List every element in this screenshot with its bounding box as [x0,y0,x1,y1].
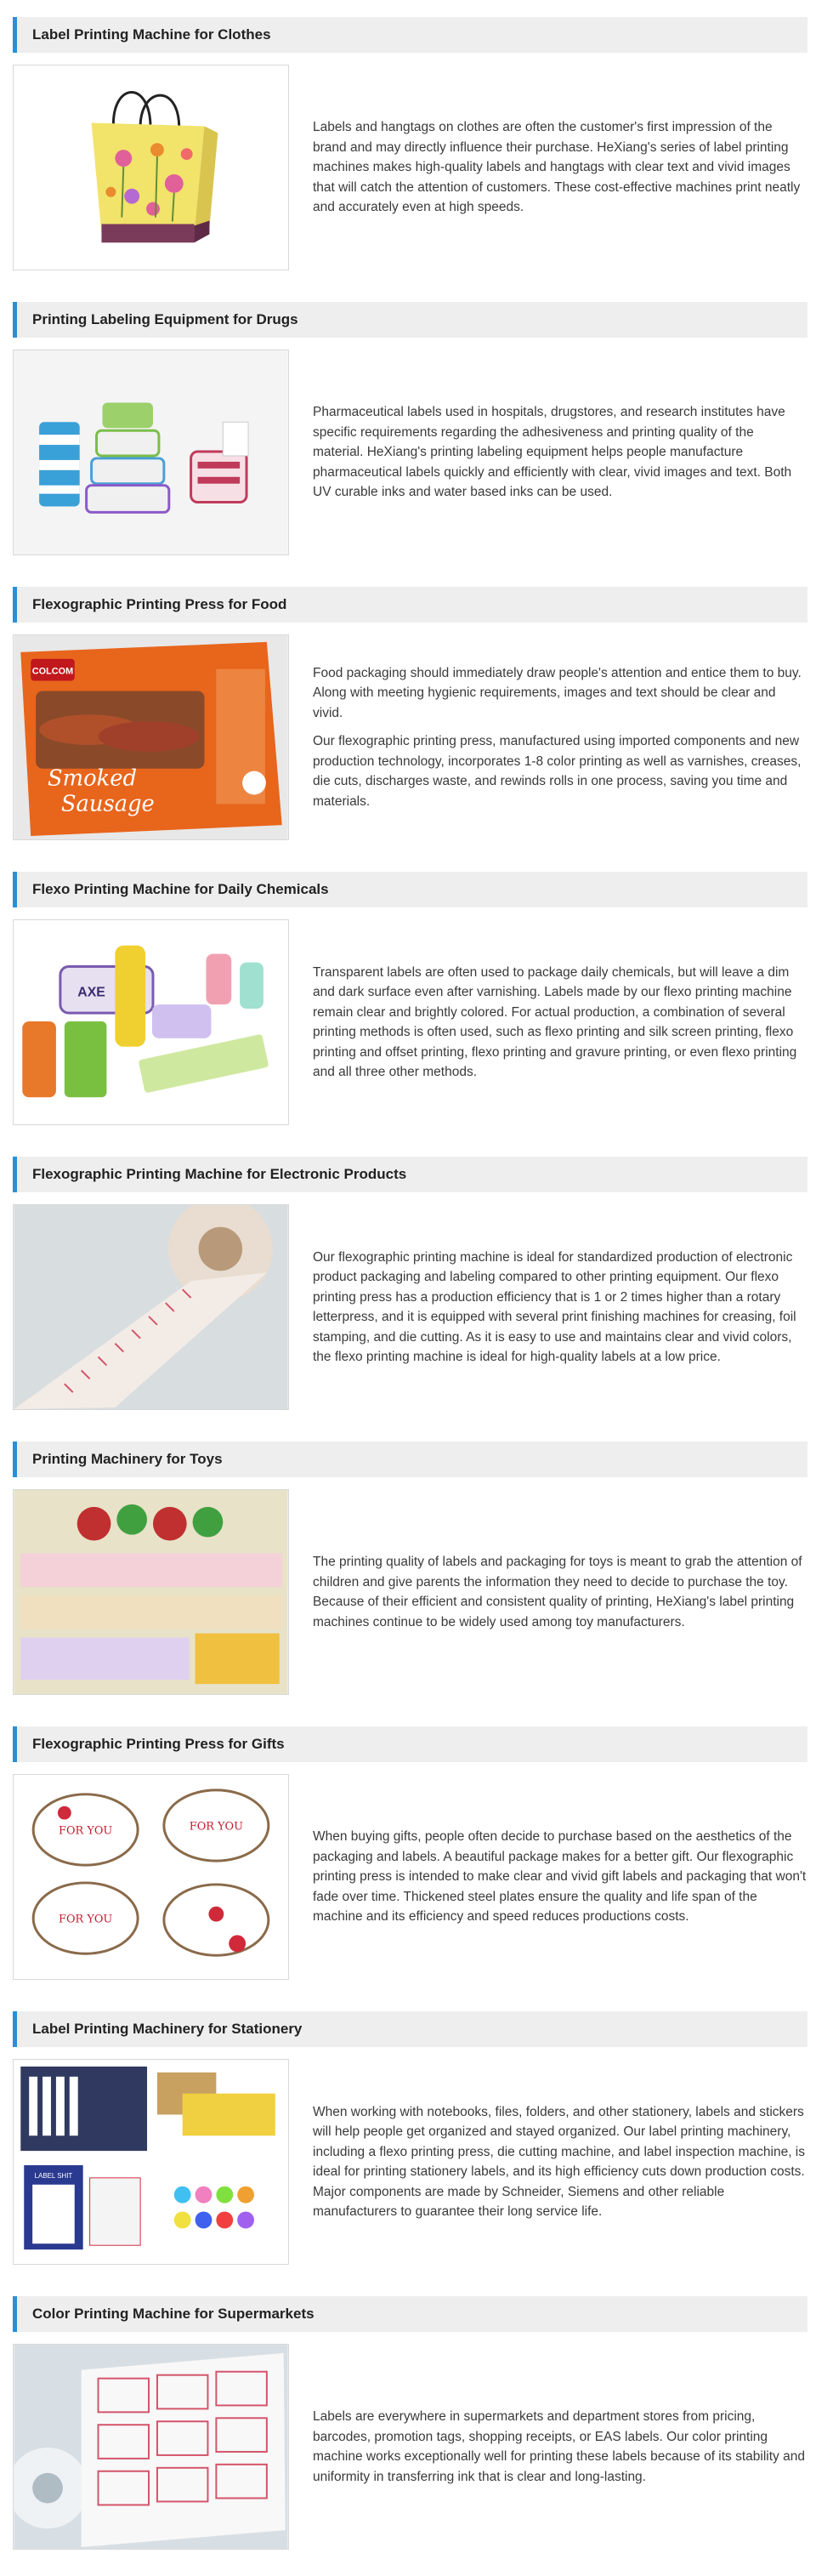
section-title: Label Printing Machine for Clothes [32,26,271,43]
product-name-line2: Sausage [60,791,155,817]
product-section-clothes [13,12,808,297]
product-section-daily-chemicals [13,867,808,1152]
package-brand: AXE [77,985,105,1000]
section-title: Printing Machinery for Toys [32,1451,223,1467]
stationery-labels-icon [13,2059,289,2265]
product-section-electronic-products [13,1152,808,1436]
section-header [13,1442,808,1477]
section-title: Flexographic Printing Press for Gifts [32,1736,285,1752]
section-description [313,1204,808,1410]
label-rolls-icon [13,350,289,555]
product-section-supermarkets [13,2291,808,2576]
shopping-bag-icon [13,65,289,270]
description-paragraph: Labels and hangtags on clothes are often the customer's first impression of the brand and may directly influence their purchase. HeXiang's series of label printing machines makes high-quality labels and hangtags with clear text and vivid images that will catch the attention of customers. These cost-effective machines print neatly and accurately even at high speeds. [313,120,801,215]
gift-tag-text: FOR YOU [59,1824,113,1838]
label-film-roll-icon [13,1204,289,1410]
section-description [313,2344,808,2550]
section-header [13,872,808,907]
product-section-stationery [13,2006,808,2291]
product-name-line1: Smoked [48,765,137,792]
label-pack-title: LABEL SHIT [34,2171,73,2180]
product-section-gifts [13,1721,808,2006]
description-paragraph: Pharmaceutical labels used in hospitals, drugstores, and research institutes have specific requirements regarding the adhesiveness and printing quality of the material. HeXiang's printing labeling equipment helps people manufacture pharmaceutical labels quickly and efficiently with clear, vivid images and text. Both UV curable inks and water based inks can be used. [313,405,792,500]
section-title: Flexo Printing Machine for Daily Chemicals [32,881,329,897]
section-description [313,919,808,1125]
description-paragraph: Our flexographic printing machine is ideal for standardized production of electronic product packaging and labeling compared to other printing equipment. Our flexo printing press has a production efficiency that is 1 or 2 times higher than a rotary letterpress, and it is equipped with several print finishing machines for creasing, foil stamping, and die cutting. As it is easy to use and maintains clear and vivid colors, the flexo printing machine is ideal for high-quality labels at a low price. [313,1249,796,1364]
section-title: Printing Labeling Equipment for Drugs [32,311,298,327]
gift-tags-icon [13,1774,289,1980]
section-header [13,1726,808,1762]
section-header [13,2011,808,2047]
description-paragraph: Food packaging should immediately draw people's attention and entice them to buy. Along with meeting hygienic requirements, images and text should be clear and vivid. [313,665,802,720]
section-title: Label Printing Machinery for Stationery [32,2021,303,2037]
description-paragraph: When working with notebooks, files, folders, and other stationery, labels and stickers will help people get organized and stayed organized. Our label printing machinery, including a flexo printing press, die cutting machine, and label inspection machine, is ideal for printing stationery labels, and its high efficiency cuts down production costs. Major components are made by Schneider, Siemens and other reliable manufacturers to guarantee their long service life. [313,2104,806,2219]
description-paragraph: Labels are everywhere in supermarkets and department stores from pricing, barcodes, promotion tags, shopping receipts, or EAS labels. Our color printing machine works exceptionally well for printing these labels because of its stability and uniformity in transferring ink that is clear and long-lasting. [313,2409,805,2484]
description-paragraph: Transparent labels are often used to package daily chemicals, but will leave a dim and dark surface even after varnishing. Labels made by our flexo printing machine remain clear and brightly colored. For actual production, a combination of several printing methods is often used, such as flexo printing and silk screen printing, flexo printing and offset printing, flexo printing and gravure printing, or even flexo printing and all three other methods. [313,964,797,1079]
toy-stickers-icon [13,1489,289,1695]
section-description [313,1774,808,1980]
sausage-package-icon [13,634,289,840]
section-description [313,2059,808,2265]
product-section-food [13,582,808,867]
product-section-toys [13,1436,808,1721]
section-header [13,1157,808,1192]
section-description [313,1489,808,1695]
gift-tag-text: FOR YOU [189,1820,243,1834]
section-header [13,2296,808,2332]
description-paragraph: The printing quality of labels and packaging for toys is meant to grab the attention of children and give parents the information they need to decide to purchase the toy. Because of their efficient and consistent quality of printing, HeXiang's label printing machines continue to be widely used among toy manufacturers. [313,1555,802,1629]
section-header [13,302,808,338]
brand-logo: COLCOM [31,666,74,677]
gift-tag-text: FOR YOU [59,1913,113,1926]
section-title: Color Printing Machine for Supermarkets [32,2306,314,2322]
description-paragraph: When buying gifts, people often decide to purchase based on the aesthetics of the packaging and labels. A beautiful package makes for a better gift. Our flexographic printing press is intended to make clear and vivid gift labels and packaging that won't fade over time. Thickened steel plates ensure the quality and life span of the machine and its efficiency and speed reduces productions costs. [313,1829,807,1925]
section-description [313,350,808,555]
section-description [313,634,808,840]
section-header [13,17,808,53]
description-paragraph: Our flexographic printing press, manufactured using imported components and new production technology, incorporates 1-8 color printing as well as varnishes, creases, die cuts, discharges waste, and rewinds rolls in one process, saving you time and materials. [313,734,802,809]
section-header [13,587,808,623]
supermarket-labels-icon [13,2344,289,2550]
product-section-drugs [13,297,808,582]
section-title: Flexographic Printing Press for Food [32,596,287,612]
section-description [313,65,808,270]
section-title: Flexographic Printing Machine for Electronic Products [32,1166,407,1182]
chemical-bottles-icon [13,919,289,1125]
